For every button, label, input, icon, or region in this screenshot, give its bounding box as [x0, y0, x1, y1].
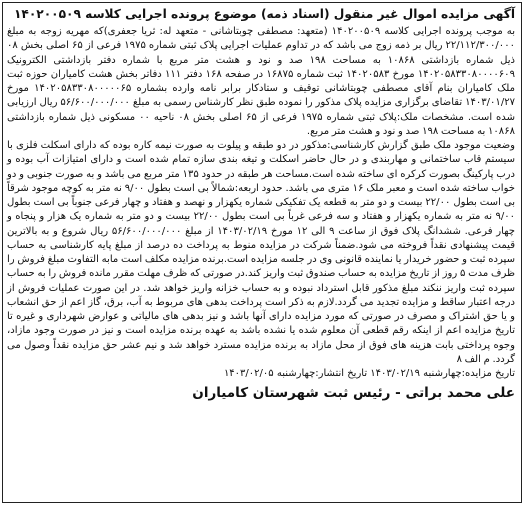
notice-title: آگهی مزایده اموال غیر منقول (اسناد ذمه) موضوع پرونده اجرایی کلاسه ۱۴۰۲۰۰۵۰۹ — [13, 7, 515, 21]
auction-notice — [2, 2, 522, 503]
notice-body — [7, 25, 515, 367]
notice-paragraph-2: وضعیت موجود ملک طبق گزارش کارشناسی:مذکور در دو طبقه و پیلوت به صورت نیمه کاره بوده که دارای اسکلت فلزی با سیستم قاب ساختمانی و مهاربندی و در حال حاضر اسکلت و تیغه بندی سازه تمام شده است و دارای امتیازات آب بوده و درب پارکینگ بصورت کرکره ای ساخته شده است.مساحت هر طبقه در حدود ۱۳۵ متر مربع می باشد و به صورت جنوبی و دو خواب ساخته شده است و معبر ملک ۱۶ متری می باشد. حدود اربعه:شمالاً بی است بطول ۹/۰۰ نه متر به کوچه موجود شرقاً بی است بطول ۲۲/۰۰ بیست و دو متر به قطعه یک تفکیکی شماره یکهزار و نهصد و هفتاد و چهار فرعی جنوباً بی است بطول ۹/۰۰ نه متر به شماره یکهزار و هفتاد و سه فرعی غرباً بی است بطول ۲۲/۰۰ بیست و دو متر به شماره یک هزار و پنجاه و چهار فرعی. ششدانگ پلاک فوق از ساعت ۹ الی ۱۲ مورخ ۱۴۰۳/۰۲/۱۹ از مبلغ ۵۶/۶۰۰/۰۰۰/۰۰۰ ریال شروع و به بالاترین قیمت پیشنهادی نقداً فروخته می شود.ضمناً شرکت در مزایده منوط به پرداخت ده درصد از مبلغ پایه کارشناسی به حساب سپرده ثبت و حضور خریدار یا نماینده قانونی وی در جلسه مزایده است.برنده مزایده مکلف است مابه التفاوت مبلغ فروش را ظرف مدت ۵ روز از تاریخ مزایده به حساب صندوق ثبت واریز کند.در صورتی که ظرف مهلت مقرر مانده فروش را به حساب سپرده ثبت واریز ننکند مبلغ مذکور قابل استرداد نبوده و به حساب خزانه واریز خواهد شد. در این صورت عملیات فروش از درجه اعتبار ساقط و مزایده تجدید می گردد.لازم به ذکر است پرداخت بدهی های مربوط به آب، برق، گاز اعم از حق انشعاب و یا حق اشتراک و مصرف در صورتی که مورد مزایده دارای آنها باشد و نیز بدهی های مالیاتی و عوارض شهرداری و غیره تا تاریخ مزایده اعم از اینکه رقم قطعی آن معلوم شده یا نشده باشد به عهده برنده مزایده است و نیز در صورت وجود مازاد، وجوه پرداختی بابت هزینه های فوق از محل مازاد به برنده مزایده مسترد خواهد شد و نیم عشر حق مزایده نقداً وصول می گردد. م الف ۸ — [7, 140, 516, 365]
notice-paragraph-1: به موجب پرونده اجرایی کلاسه ۱۴۰۲۰۰۵۰۹ (متعهد: مصطفی چوبتاشانی - متعهد له: ثریا جعفری)که مهریه زوجه به مبلغ ۲۲/۱۱۲/۳۰۰/۰۰۰ ریال بر ذمه زوج می باشد که در تداوم عملیات اجرایی پلاک ثبتی شماره ۱۹۷۵ فرعی از ۶۵ اصلی بخش ۰۸ ذیل شماره بازداشتی ۱۰۸۶۸ به مساحت ۱۹۸ صد و نود و هشت متر مربع با شماره دفتر بازداشتی الکترونیک ۱۴۰۲۰۵۸۳۳۰۸۰۰۰۰۶۰۹ مورخ ۱۴۰۲۰۵۸۳ ثبت شماره ۱۶۸۷۵ در صفحه ۱۶۸ دفتر ۱۱۱ دفاتر بخش هشت کامیاران حوزه ثبت ملک کامیاران بنام آقای مصطفی چوبتاشانی توقیف و ستادکار برابر نامه وارده بشماره ۱۴۰۲۰۵۸۳۳۰۸۰۰۰۰۰۶۵ مورخ ۱۴۰۳/۰۱/۲۷ تقاضای برگزاری مزایده پلاک مذکور را نموده طبق نظر کارشناس رسمی به مبلغ ۵۶/۶۰۰/۰۰۰/۰۰۰ ریال ارزیابی شده است. مشخصات ملک:پلاک ثبتی شماره ۱۹۷۵ فرعی از ۶۵ اصلی بخش ۰۸ ناحیه ۰۰ مسکونی ذیل شماره بازداشتی ۱۰۸۶۸ به مساحت ۱۹۸ صد و نود و هشت متر مربع. — [7, 26, 516, 137]
auction-dates: تاریخ مزایده:چهارشنبه ۱۴۰۳/۰۲/۱۹ تاریخ انتشار:چهارشنبه ۱۴۰۳/۰۲/۰۵ — [223, 368, 515, 379]
signature: علی محمد براتی - رئیس ثبت شهرستان کامیاران — [192, 385, 515, 401]
